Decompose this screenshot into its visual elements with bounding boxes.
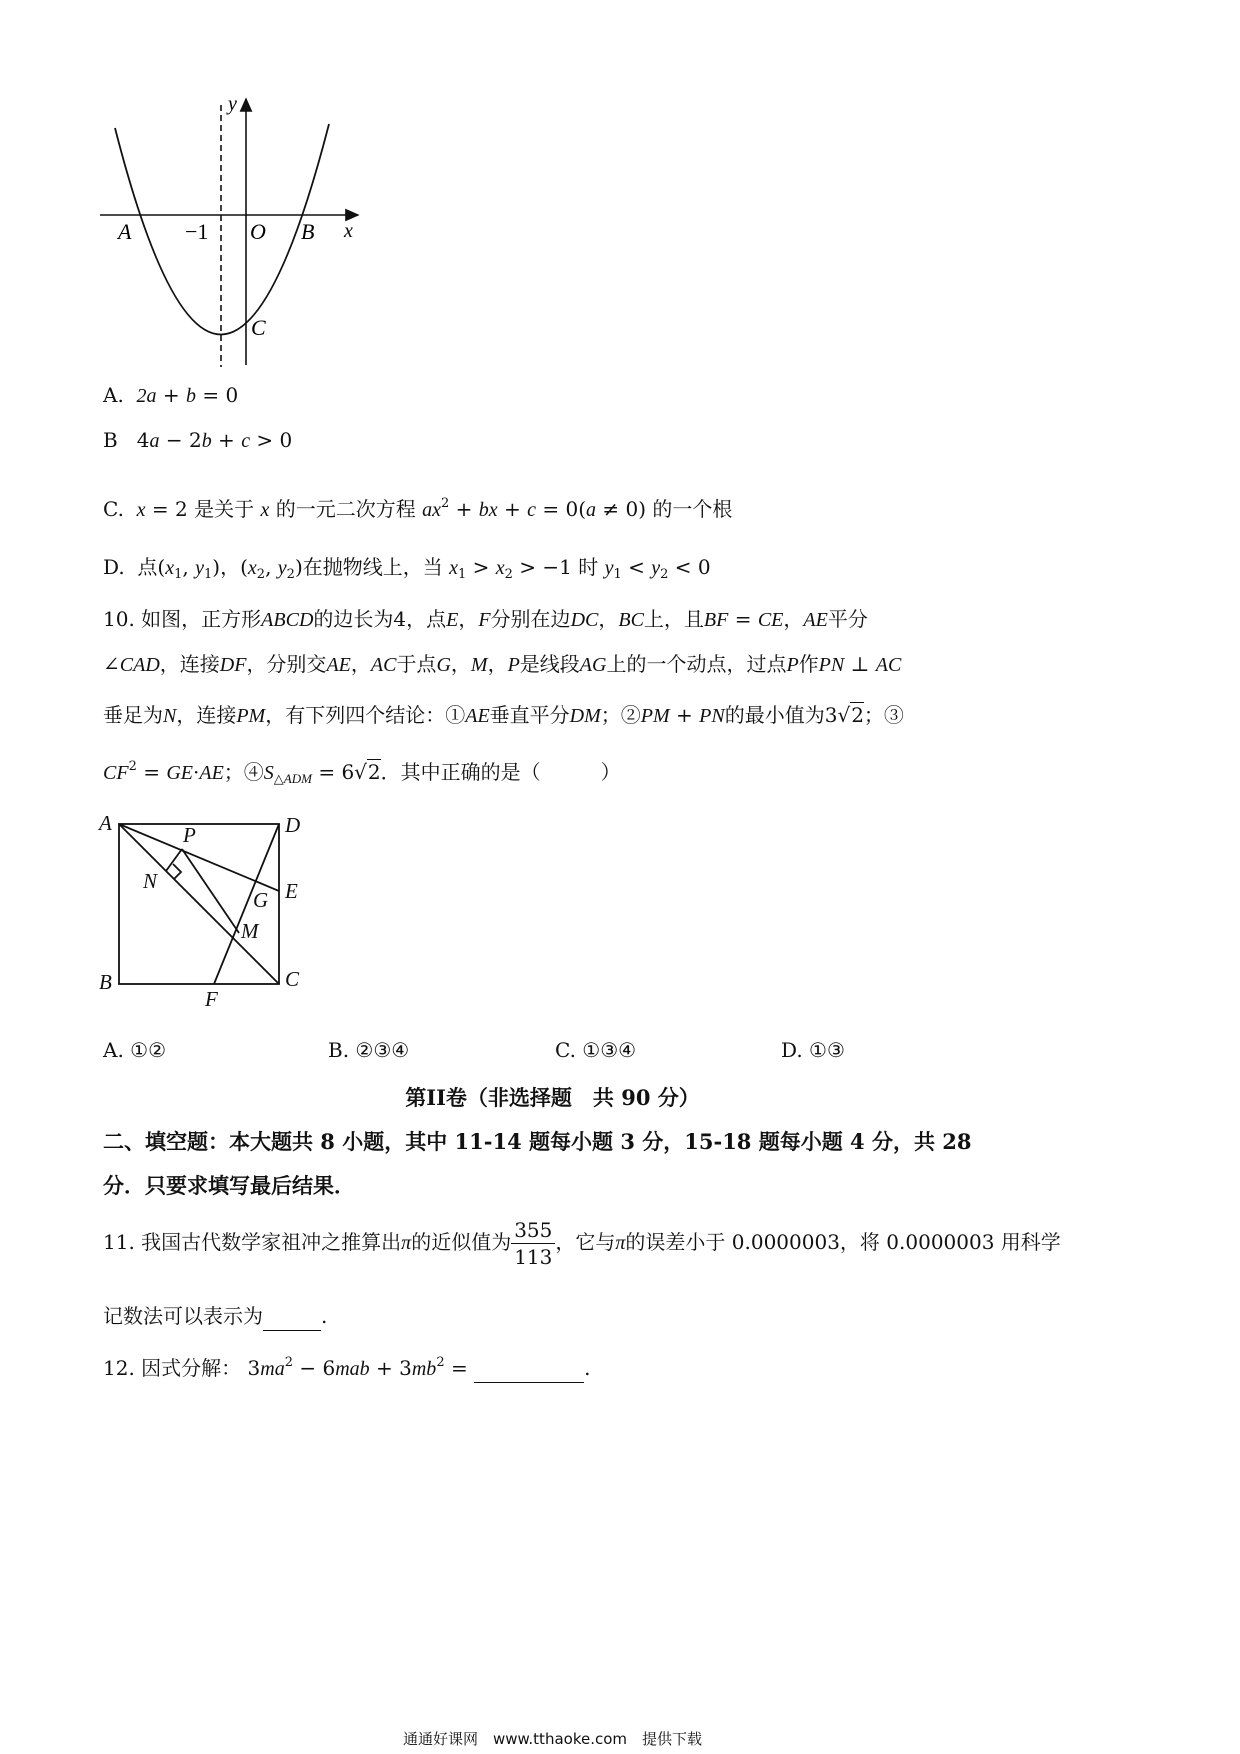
fraction-355-113: $\frac{355}{113}$ xyxy=(511,1217,555,1270)
section-title-line1: 二、填空题：本大题共 8 小题，其中 11-14 题每小题 3 分，15-18 题每小题 4 分，共 28 xyxy=(103,1129,972,1154)
option-10b[interactable]: B. ②③④ xyxy=(328,1038,410,1062)
label-C: C xyxy=(251,315,266,340)
parabola-graph xyxy=(100,95,380,375)
fig-label-P: P xyxy=(183,823,196,847)
option-10d[interactable]: D. ①③ xyxy=(781,1038,845,1062)
fig-label-M: M xyxy=(241,919,259,943)
answer-blank-11[interactable] xyxy=(263,1306,321,1331)
fig-label-F: F xyxy=(205,987,218,1011)
fig-label-E: E xyxy=(285,879,298,903)
q10-line3: 垂足为N，连接PM，有下列四个结论：①AE垂直平分DM；②PM + PN的最小值为3√2；③ xyxy=(103,703,904,727)
fig-label-C: C xyxy=(285,967,300,991)
q12-line: 12. 因式分解： $3ma^2 - 6mab + 3mb^2$ = . xyxy=(103,1352,590,1383)
option-9c[interactable]: C. x = 2 是关于 x 的一元二次方程 $ax^2$ + bx + c = 0(a ≠ 0) 的一个根 xyxy=(103,496,733,521)
answer-blank-12[interactable] xyxy=(474,1358,584,1383)
option-9b[interactable]: B 4a − 2b + c > 0 xyxy=(103,428,293,452)
q11-line2: 记数法可以表示为 . xyxy=(103,1300,327,1331)
footer-text: 通通好课网 www.tthaoke.com 提供下载 xyxy=(402,1730,703,1748)
q10-line2: ∠CAD，连接DF，分别交AE，AC于点G，M，P是线段AG上的一个动点，过点P作PN ⊥ AC xyxy=(103,652,902,676)
square-figure xyxy=(95,808,320,1013)
label-A: A xyxy=(118,219,132,244)
right-angle-mark xyxy=(173,864,181,879)
label-neg1: −1 xyxy=(185,219,209,244)
segment-DF xyxy=(214,824,279,984)
option-9a[interactable]: A. 2a + b = 0 xyxy=(103,383,239,407)
parabola-curve xyxy=(115,124,329,335)
section-title-line2: 分．只要求填写最后结果． xyxy=(103,1173,355,1198)
option-10c[interactable]: C. ①③④ xyxy=(555,1038,637,1062)
option-9d[interactable]: D. 点($x_1$, $y_1$)，($x_2$, $y_2$)在抛物线上，当 $x_1 > x_2 > -1$ 时 $y_1 < y_2 < 0$ xyxy=(103,555,711,582)
label-O: O xyxy=(250,219,266,244)
fig-label-G: G xyxy=(253,888,269,912)
label-x: x xyxy=(344,220,353,242)
q11-line1: 11. 我国古代数学家祖冲之推算出π的近似值为 $\frac{355}{113}$ ，它与π的误差小于 0.0000003，将 0.0000003 用科学 xyxy=(103,1218,1061,1269)
fig-label-B: B xyxy=(99,970,112,994)
segment-PN xyxy=(166,849,182,871)
q10-line1: 10. 如图，正方形ABCD的边长为4，点E，F分别在边DC，BC上，且BF = CE，AE平分 xyxy=(103,607,868,631)
part2-heading: 第II卷（非选择题 共 90 分） xyxy=(405,1085,700,1110)
fig-label-A: A xyxy=(99,811,112,835)
fig-label-N: N xyxy=(143,869,158,893)
fig-label-D: D xyxy=(285,813,301,837)
q10-line4: $CF^2 = GE\cdot AE$；$④S_{\triangle ADM} = 6√2$．其中正确的是（ ） xyxy=(103,759,621,787)
label-B: B xyxy=(301,219,315,244)
label-y: y xyxy=(228,95,237,115)
option-10a[interactable]: A. ①② xyxy=(103,1038,167,1062)
